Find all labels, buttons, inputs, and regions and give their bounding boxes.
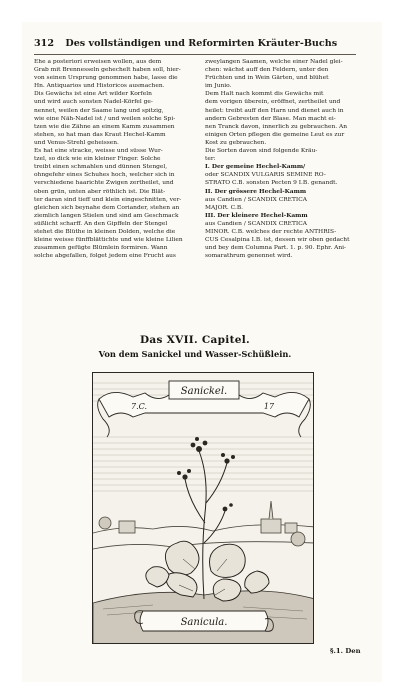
page-gutter [0, 0, 22, 692]
text-line: Dis Gewächs ist eine Art wilder Korfeln [34, 91, 152, 98]
text-line: CUS Cesalpina I.B. ist, dessen wir oben gedacht [205, 237, 350, 244]
header-rule [34, 54, 356, 55]
text-line: nennet, weilen der Saame lang und spitzig, [34, 107, 164, 114]
running-title: Des vollständigen und Reformirten Kräuter-Buchs [65, 38, 338, 49]
text-line: MINOR. C.B. welches der rechte ANTHRIS- [205, 228, 337, 235]
text-line: Hn. Antiquarios und Historicos ausmachen. [34, 83, 165, 90]
text-line: verschiedene haarichte Zwigen zertheilet, und [34, 180, 174, 187]
text-line: andern Gebresten der Blase. Man macht ei- [205, 115, 336, 122]
text-line: aus Candien / SCANDIX CRETICA [205, 196, 308, 203]
plant-name-label: Sanicula. [180, 617, 228, 628]
text-line: ter: [205, 156, 216, 163]
text-line: heilet: treibt auff den Harn und dienet auch in [205, 107, 344, 114]
page-number: 312 [34, 38, 55, 49]
species-heading: III. Der kleinere Hechel-Kamm [205, 211, 308, 219]
text-line: ohngefehr eines Schuhes hoch, welcher sich in [34, 172, 175, 179]
text-line: von seinen Ursprung genommen habe, lasse die [34, 75, 178, 82]
text-line: einigen Orten pflegen die gemeine Leut es zur [205, 131, 345, 138]
text-line: und bey dem Columna Part. 1. p. 90. Ephr. Ani- [205, 245, 346, 252]
text-line: kleine weisse fünffblättichte und wie kleine Lilien [34, 237, 183, 244]
running-header [34, 38, 356, 52]
text-line: Es hat eine stracke, weisse und süsse Wur- [34, 148, 163, 155]
text-line: zweylangen Saamen, welche einer Nadel glei- [205, 59, 343, 65]
text-line: oder SCANDIX VULGARIS SEMINE RO- [205, 172, 326, 179]
species-heading: II. Der grössere Hechel-Kamm [205, 187, 307, 195]
text-line: tzel, so dick wie ein kleiner Finger. Solche [34, 156, 161, 163]
plate-left-number: 7.C. [130, 402, 148, 411]
text-line: Die Sorten davon sind folgende Kräu- [205, 148, 318, 155]
text-line: chen: wächst auff den Feldern, unter den [205, 67, 329, 74]
text-line: und Venus-Strehl geheissen. [34, 139, 119, 146]
text-line: solche abgefallen, folget jedem eine Frucht aus [34, 253, 176, 260]
text-line: stehen, so hat man das Kraut Hechel-Kamm [34, 131, 166, 138]
engraving-plate [92, 372, 314, 644]
text-line: Kost zu gebrauchen. [205, 139, 267, 146]
text-line: Früchten und in Wein Gärten, und blühet [205, 75, 329, 82]
text-line: gleichen sich beynahe dem Coriander, stehen an [34, 204, 180, 211]
species-heading: I. Der gemeine Hechel-Kamm/ [205, 163, 306, 171]
text-line: im Junio. [205, 83, 232, 90]
text-line: süßlicht scharff. An den Gipffeln der Stengel [34, 220, 168, 227]
catchword: §.1. Den [330, 647, 361, 655]
chapter-heading: Das XVII. Capitel. [140, 334, 250, 346]
text-line: ziemlich langen Stielen und sind am Geschmack [34, 212, 179, 219]
text-line: dem vorigen überein, eröffnet, zertheilet und [205, 99, 341, 106]
chapter-subtitle: Von dem Sanickel und Wasser-Schüßlein. [98, 349, 292, 359]
banner-label: Sanickel. [180, 386, 228, 397]
plate-right-number: 17 [263, 402, 275, 411]
text-line: ter daran sind tieff und klein eingeschnitten, ver- [34, 196, 182, 203]
text-line: stehet die Blüthe in kleinen Dolden, welche die [34, 228, 176, 235]
text-line: Ehe a posteriori erweisen wollen, aus dem [34, 59, 162, 65]
text-line: Grab mit Brennesseln gehechelt haben soll, hier- [34, 67, 181, 74]
left-text-column [34, 58, 186, 320]
text-line: treibt einen schmahlen und dünnen Stengel, [34, 164, 168, 171]
text-line: nen Tranck davon, innerlich zu gebrauchen. An [205, 123, 348, 130]
text-line: aus Candien / SCANDIX CRETICA [205, 220, 308, 227]
text-line: oben grün, unten aber röthlich ist. Die Blät- [34, 188, 166, 195]
text-line: Dem Halt nach kommt dis Gewächs mit [205, 91, 324, 98]
engraving-illustration [93, 373, 314, 644]
text-line: zusammen gefügte Blümlein formiren. Wann [34, 245, 168, 252]
text-line: tzen wie die Zähne an einem Kamm zusammen [34, 123, 175, 130]
text-line: MAJOR. C.B. [205, 204, 244, 211]
text-line: und wird auch sonsten Nadel-Körfel ge- [34, 99, 153, 106]
text-line: somarathrum genennet wird. [205, 253, 293, 260]
right-text-column [205, 58, 357, 320]
text-line: STRATO C.B. sonsten Pecten 9 I.B. genandt. [205, 180, 338, 187]
text-line: wie eine Näh-Nadel ist / und weilen solche Spi- [34, 115, 176, 122]
